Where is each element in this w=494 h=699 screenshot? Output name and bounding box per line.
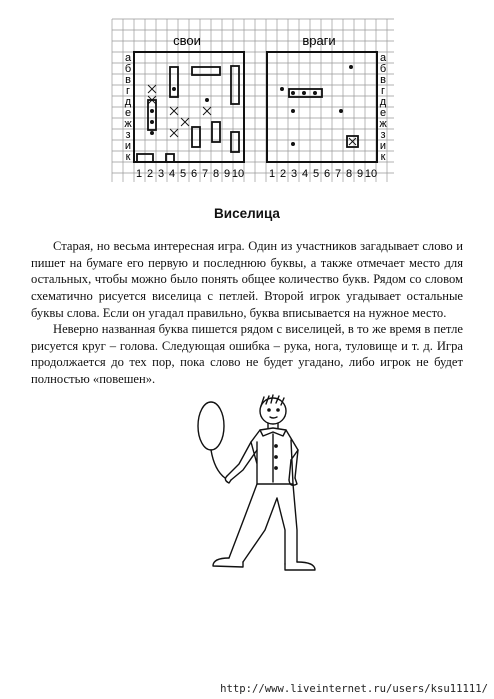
row-label: г bbox=[380, 85, 386, 97]
column-label: 6 bbox=[323, 168, 331, 180]
article-paragraph: Неверно названная буква пишется рядом с виселицей, в то же время в петле рисуется круг – голова. Следующая ошибка – рука, нога, туловище и т. д. Игра продолжается до тех пор, пока слово не будет угадано, либо игрок не будет полностью «повешен». bbox=[31, 322, 463, 387]
column-label: 7 bbox=[201, 168, 209, 180]
row-label: и bbox=[124, 140, 132, 152]
row-label: д bbox=[124, 96, 132, 108]
ship bbox=[231, 132, 239, 152]
enemy-marks bbox=[280, 65, 358, 147]
column-label: 5 bbox=[179, 168, 187, 180]
battleship-figure bbox=[108, 12, 398, 188]
row-label: д bbox=[379, 96, 387, 108]
column-label: 6 bbox=[190, 168, 198, 180]
column-label: 1 bbox=[135, 168, 143, 180]
column-label: 3 bbox=[290, 168, 298, 180]
own-ships bbox=[137, 66, 239, 162]
row-label: а bbox=[124, 52, 132, 64]
ship bbox=[192, 127, 200, 147]
column-label: 9 bbox=[356, 168, 364, 180]
source-url: http://www.liveinternet.ru/users/ksu11111/ bbox=[220, 683, 488, 695]
column-label: 8 bbox=[212, 168, 220, 180]
row-label: з bbox=[125, 129, 131, 141]
row-label: в bbox=[380, 74, 386, 86]
column-label: 9 bbox=[223, 168, 231, 180]
row-label: з bbox=[380, 129, 386, 141]
left-hand bbox=[225, 476, 231, 483]
ship bbox=[148, 100, 156, 130]
row-label: ж bbox=[124, 118, 132, 130]
article-paragraph: Старая, но весьма интересная игра. Один из участников загадывает слово и пишет на бумаге его первую и последнюю буквы, а также отмечает место для остальных, чтобы можно было понять общее количество букв. Рядом со словом схематично рисуется виселица с петлей. Второй игрок угадывает остальные буквы слова. Если он угадал правильно, буква вписывается на нужное место. bbox=[31, 239, 463, 320]
column-label: 7 bbox=[334, 168, 342, 180]
column-label: 3 bbox=[157, 168, 165, 180]
balloon bbox=[198, 402, 224, 450]
column-label: 8 bbox=[345, 168, 353, 180]
column-label: 1 bbox=[268, 168, 276, 180]
own-board-label: свои bbox=[173, 33, 201, 48]
trousers bbox=[229, 484, 297, 564]
column-label: 2 bbox=[279, 168, 287, 180]
ship bbox=[212, 122, 220, 142]
row-label: е bbox=[124, 107, 132, 119]
right-shoe bbox=[285, 562, 315, 570]
row-label: г bbox=[125, 85, 131, 97]
balloon-string bbox=[211, 450, 225, 478]
enemy-board-label: враги bbox=[302, 33, 336, 48]
row-label: в bbox=[125, 74, 131, 86]
column-label: 2 bbox=[146, 168, 154, 180]
row-label: б bbox=[124, 63, 132, 75]
column-label: 4 bbox=[168, 168, 176, 180]
column-label: 4 bbox=[301, 168, 309, 180]
column-label: 10 bbox=[364, 168, 378, 180]
right-arm bbox=[289, 450, 298, 480]
ship bbox=[170, 67, 178, 97]
row-label: е bbox=[379, 107, 387, 119]
row-label: б bbox=[379, 63, 387, 75]
column-label: 5 bbox=[312, 168, 320, 180]
column-labels bbox=[136, 168, 377, 180]
row-label: ж bbox=[379, 118, 387, 130]
row-label: и bbox=[379, 140, 387, 152]
column-label: 10 bbox=[231, 168, 245, 180]
row-label: к bbox=[125, 151, 131, 163]
row-label: к bbox=[380, 151, 386, 163]
boy-with-balloon-illustration bbox=[185, 390, 325, 590]
row-label: а bbox=[379, 52, 387, 64]
article-title: Виселица bbox=[214, 206, 280, 221]
left-shoe bbox=[213, 558, 243, 567]
